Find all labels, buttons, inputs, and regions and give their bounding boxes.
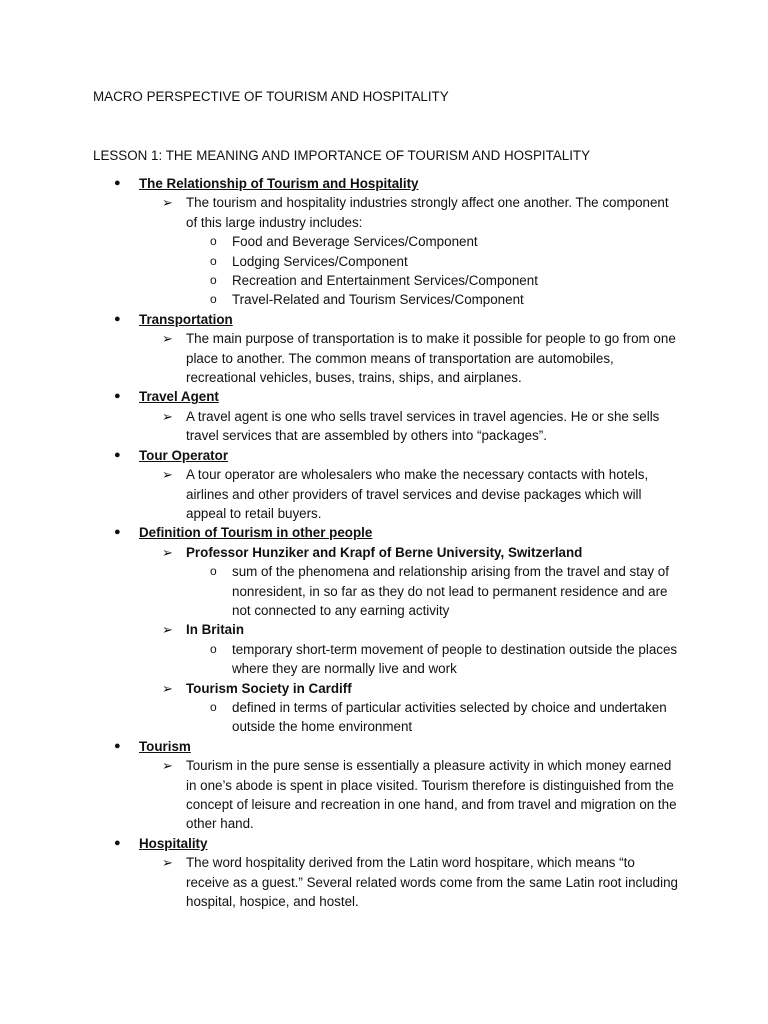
section-title: The Relationship of Tourism and Hospitality <box>139 176 419 191</box>
circle-icon: o <box>210 641 217 656</box>
section-heading <box>0 523 768 542</box>
section-title: Tour Operator <box>139 447 229 463</box>
bullet-icon: ● <box>114 390 121 403</box>
sub-item <box>0 290 768 309</box>
circle-icon: o <box>210 234 217 249</box>
arrow-icon: ➢ <box>162 622 173 638</box>
subsection-title <box>0 543 768 562</box>
bullet-icon: ● <box>114 448 121 461</box>
section-title: Transportation <box>139 311 233 327</box>
circle-icon: o <box>210 699 217 714</box>
arrow-icon: ➢ <box>162 331 173 347</box>
bullet-icon: ● <box>114 177 121 189</box>
section-title: Tourism <box>139 738 191 754</box>
point <box>0 756 768 834</box>
section-heading <box>0 737 768 756</box>
bullet-icon: ● <box>114 739 121 752</box>
subsection-title-text: Professor Hunziker and Krapf of Berne University, Switzerland <box>186 544 583 560</box>
subsection-title <box>0 620 768 639</box>
sub-item <box>0 252 768 271</box>
point <box>0 853 768 911</box>
point-text: The main purpose of transportation is to make it possible for people to go from one place to another. The common means of transportation are automobiles, recreational vehicles, buses, trains, ships, and airplanes. <box>186 331 676 386</box>
arrow-icon: ➢ <box>162 855 173 871</box>
lesson-heading: LESSON 1: THE MEANING AND IMPORTANCE OF TOURISM AND HOSPITALITY <box>93 148 591 163</box>
sub-item-text: Travel-Related and Tourism Services/Component <box>232 292 524 308</box>
point <box>0 407 768 446</box>
point-text: The word hospitality derived from the Latin word hospitare, which means “to receive as a guest.” Several related words come from the same Latin root including hospital, hospice, and hostel. <box>186 855 678 910</box>
point <box>0 193 768 232</box>
circle-icon: o <box>210 292 217 307</box>
sub-item-text: Lodging Services/Component <box>232 253 408 269</box>
section-heading <box>0 446 768 465</box>
bullet-icon: ● <box>114 312 121 325</box>
arrow-icon: ➢ <box>162 680 173 696</box>
circle-icon: o <box>210 273 217 288</box>
section-title: Definition of Tourism in other people <box>139 525 373 541</box>
subsection-title-text: In Britain <box>186 622 245 638</box>
point-text: The tourism and hospitality industries strongly affect one another. The component of this large industry includes: <box>186 195 669 230</box>
sub-item-text: temporary short-term movement of people to destination outside the places where they are normally live and work <box>232 641 678 677</box>
section-heading <box>0 310 768 329</box>
section-title: Hospitality <box>139 835 208 851</box>
point-text: Tourism in the pure sense is essentially a pleasure activity in which money earned in one’s abode is spent in place visited. Tourism therefore is distinguished from the concept of leisure and recreation in one hand, and from travel and migration on the other hand. <box>186 758 677 832</box>
sub-item-text: sum of the phenomena and relationship arising from the travel and stay of nonresident, in so far as they do not lead to permanent residence and are not connected to any earning activity <box>232 564 669 618</box>
subsection-title <box>0 679 768 698</box>
arrow-icon: ➢ <box>162 195 173 211</box>
arrow-icon: ➢ <box>162 758 173 774</box>
sub-item-text: Recreation and Entertainment Services/Component <box>232 273 538 289</box>
section-heading <box>0 174 768 193</box>
sub-item <box>0 698 768 737</box>
subsection-title-text: Tourism Society in Cardiff <box>186 680 352 696</box>
circle-icon: o <box>210 253 217 268</box>
document-title: MACRO PERSPECTIVE OF TOURISM AND HOSPITALITY <box>93 89 449 104</box>
section-title: Travel Agent <box>139 389 219 405</box>
lesson-content <box>0 174 768 911</box>
sub-item <box>0 562 768 620</box>
sub-item <box>0 271 768 290</box>
section-heading <box>0 387 768 406</box>
sub-item <box>0 232 768 251</box>
sub-item-text: defined in terms of particular activities selected by choice and undertaken outside the home environment <box>232 699 667 735</box>
sub-item-text: Food and Beverage Services/Component <box>232 234 478 250</box>
circle-icon: o <box>210 564 217 579</box>
point-text: A travel agent is one who sells travel services in travel agencies. He or she sells travel services that are assembled by others into “packages”. <box>186 408 660 444</box>
bullet-icon: ● <box>114 836 121 849</box>
point <box>0 465 768 523</box>
arrow-icon: ➢ <box>162 544 173 560</box>
arrow-icon: ➢ <box>162 467 173 483</box>
point <box>0 329 768 387</box>
bullet-icon: ● <box>114 526 121 539</box>
arrow-icon: ➢ <box>162 408 173 424</box>
section-heading <box>0 834 768 853</box>
sub-item <box>0 640 768 679</box>
point-text: A tour operator are wholesalers who make the necessary contacts with hotels, airlines and other providers of travel services and devise packages which will appeal to retail buyers. <box>186 467 649 521</box>
